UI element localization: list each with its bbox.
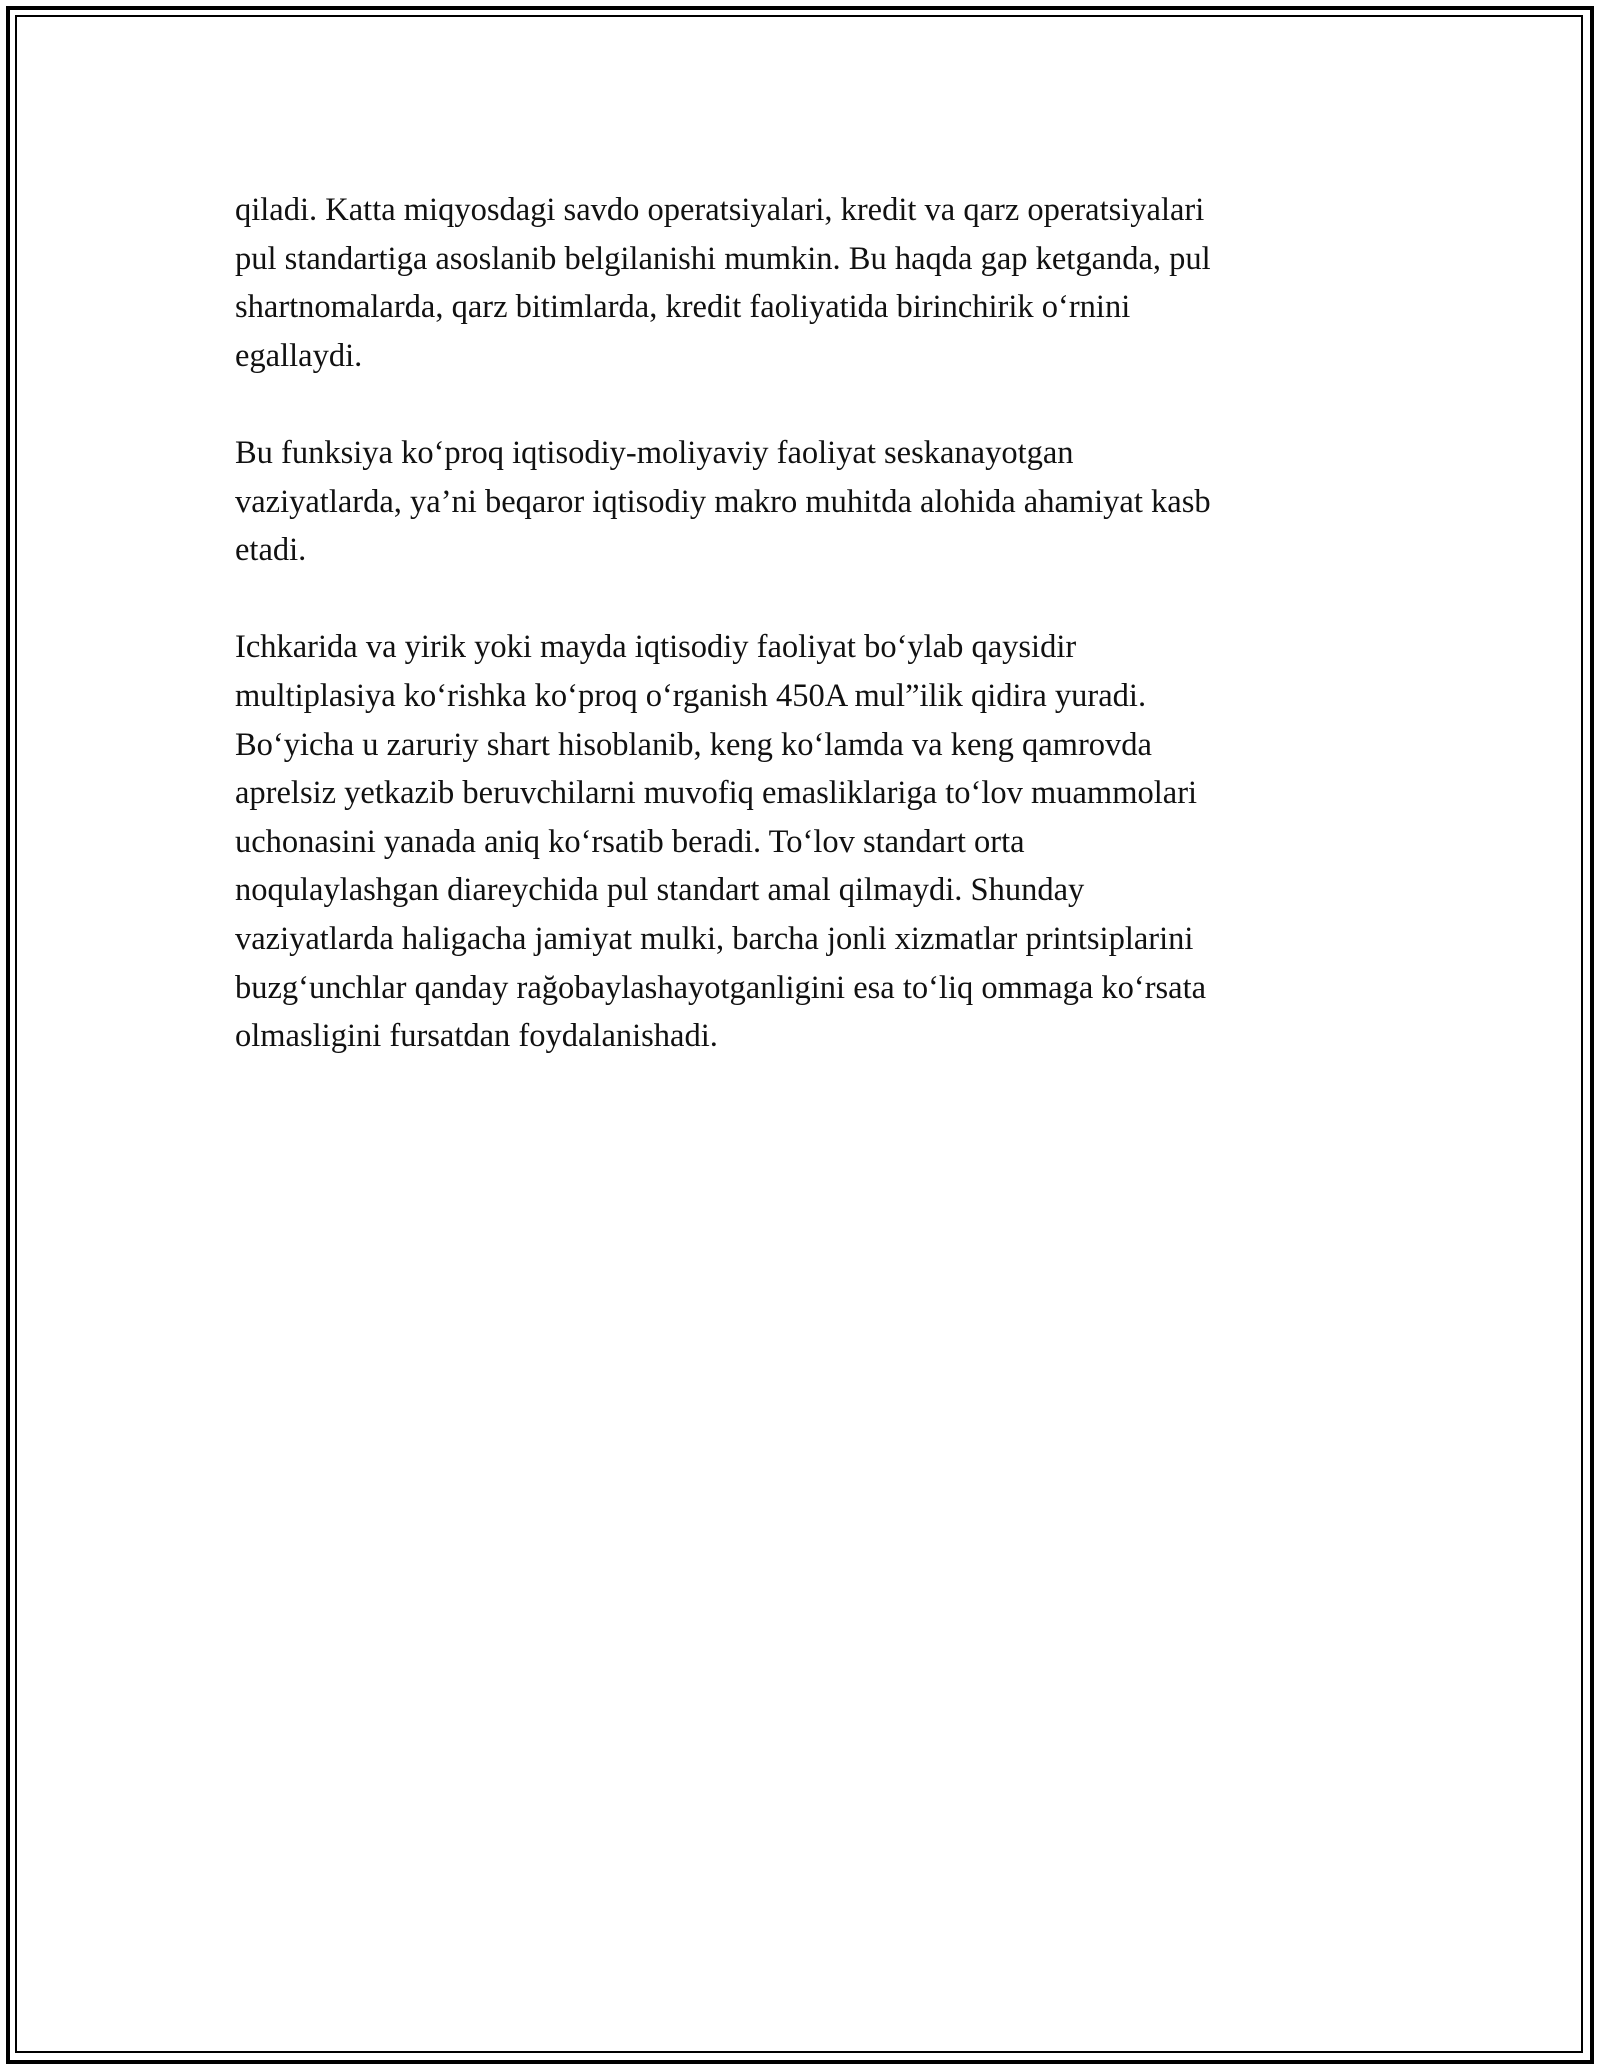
text-line: Bu funksiya ko‘proq iqtisodiy-moliyaviy faoliyat seskanayotgan bbox=[235, 434, 1074, 471]
text-line: buzg‘unchlar qanday rağobaylashayotganligini esa to‘liq ommaga ko‘rsata bbox=[235, 969, 1207, 1006]
text-line: olmasligini fursatdan foydalanishadi. bbox=[235, 1018, 718, 1055]
text-line: pul standartiga asoslanib belgilanishi mumkin. Bu haqda gap ketganda, pul bbox=[235, 240, 1211, 277]
text-line: uchonasini yanada aniq ko‘rsatib beradi. To‘lov standart orta bbox=[235, 823, 1025, 860]
text-line: shartnomalarda, qarz bitimlarda, kredit faoliyatida birinchirik o‘rnini bbox=[235, 289, 1131, 326]
paragraph-2 bbox=[235, 429, 1355, 575]
text-line: qiladi. Katta miqyosdagi savdo operatsiyalari, kredit va qarz operatsiyalari bbox=[235, 192, 1205, 228]
text-line: noqulaylashgan diareychida pul standart amal qilmaydi. Shunday bbox=[235, 872, 1085, 909]
text-line: Bo‘yicha u zaruriy shart hisoblanib, keng ko‘lamda va keng qamrovda bbox=[235, 726, 1152, 763]
text-line: multiplasiya ko‘rishka ko‘proq o‘rganish 450A mul”ilik qidira yuradi. bbox=[235, 677, 1147, 714]
text-line: vaziyatlarda, ya’ni beqaror iqtisodiy makro muhitda alohida ahamiyat kasb bbox=[235, 483, 1211, 520]
text-line: Ichkarida va yirik yoki mayda iqtisodiy faoliyat bo‘ylab qaysidir bbox=[235, 629, 1077, 666]
paragraph-1 bbox=[235, 186, 1355, 380]
document-body bbox=[235, 186, 1355, 1061]
text-line: vaziyatlarda haligacha jamiyat mulki, barcha jonli xizmatlar printsiplarini bbox=[235, 920, 1194, 957]
text-line: egallaydi. bbox=[235, 337, 363, 374]
text-line: etadi. bbox=[235, 532, 307, 569]
paragraph-3 bbox=[235, 623, 1355, 1060]
text-line: aprelsiz yetkazib beruvchilarni muvofiq emasliklariga to‘lov muammolari bbox=[235, 775, 1198, 812]
